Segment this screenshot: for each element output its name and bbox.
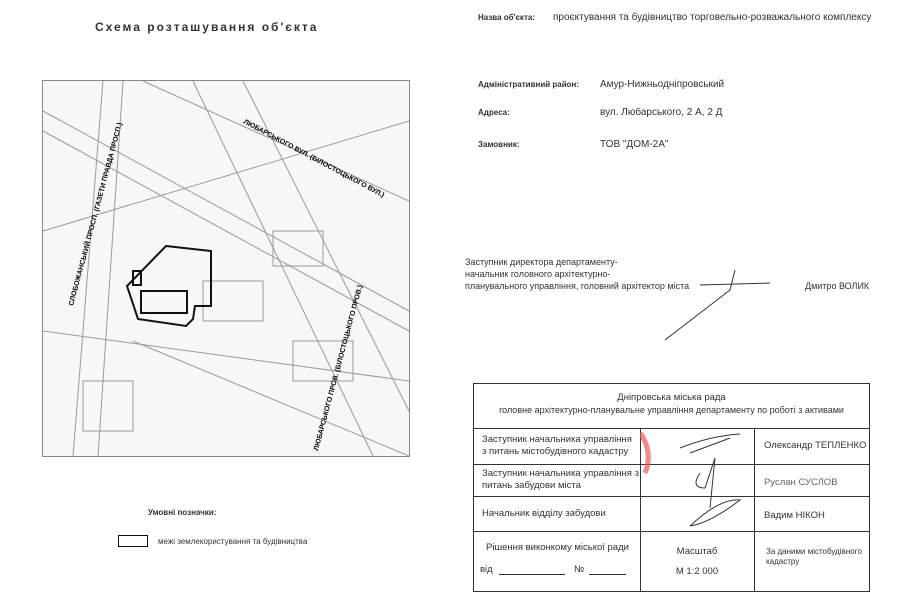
object-label: Назва об'єкта: <box>478 13 535 22</box>
table-row-name: Вадим НІКОН <box>764 510 825 521</box>
table-row-name: Олександр ТЕПЛЕНКО <box>764 440 867 451</box>
address-value: вул. Любарського, 2 А, 2 Д <box>600 107 723 118</box>
approver-name: Дмитро ВОЛИК <box>805 281 870 291</box>
signatures <box>640 428 754 531</box>
table-row-name: Руслан СУСЛОВ <box>764 477 838 488</box>
district-label: Адміністративний район: <box>478 80 580 89</box>
table-row-position: Заступник начальника управління з питань забудови міста <box>482 468 639 491</box>
decision-number-blank <box>589 574 626 575</box>
table-row-position: Начальник відділу забудови <box>482 508 606 519</box>
table-row-position: Заступник начальника управління з питань містобудівного кадастру <box>482 434 632 457</box>
district-value: Амур-Нижньодніпровський <box>600 79 725 90</box>
site-boundary <box>127 246 211 326</box>
scheme-title: Схема розташування об'єкта <box>95 20 319 34</box>
legend-item: межі землекористування та будівництва <box>158 537 308 546</box>
decision-label: Рішення виконкому міської ради <box>486 542 629 553</box>
decision-number-label: № <box>574 564 585 575</box>
scale-value: М 1:2 000 <box>675 566 719 577</box>
scale-label: Масштаб <box>676 546 718 557</box>
street-label: ЛЮБАРСЬКОГО ПРОВ. (БІЛОСТОЦЬКОГО ПРОВ.) <box>313 284 365 452</box>
legend-title: Умовні позначки: <box>148 508 217 517</box>
data-source: За даними містобудівного кадастру <box>766 547 862 566</box>
customer-value: ТОВ "ДОМ-2А" <box>600 139 669 150</box>
approver-position: Заступник директора департаменту- начальник головного архітектурно- планувального управління, головний архітектор міста <box>465 257 690 291</box>
approval-table <box>473 383 870 592</box>
decision-date-label: від <box>480 564 493 575</box>
table-header-council: Дніпровська міська рада <box>617 392 726 403</box>
customer-label: Замовник: <box>478 140 520 149</box>
table-header-department: головне архітектурно-планувальне управління департаменту по роботі з активами <box>499 405 844 415</box>
boundary-legend-swatch <box>118 535 148 547</box>
object-value: проєктування та будівництво торговельно-розважального комплексу <box>553 12 872 23</box>
street-label: СЛОБОЖАНСЬКИЙ ПРОСП. (ГАЗЕТИ ПРАВДА ПРОСП.) <box>68 121 124 307</box>
decision-date-blank <box>499 574 565 575</box>
map-drawing <box>43 81 409 456</box>
street-label: ЛЮБАРСЬКОГО ВУЛ. (БІЛОСТОЦЬКОГО ВУЛ.) <box>242 118 386 200</box>
location-map <box>42 80 410 457</box>
address-label: Адреса: <box>478 108 510 117</box>
signature <box>660 265 780 345</box>
